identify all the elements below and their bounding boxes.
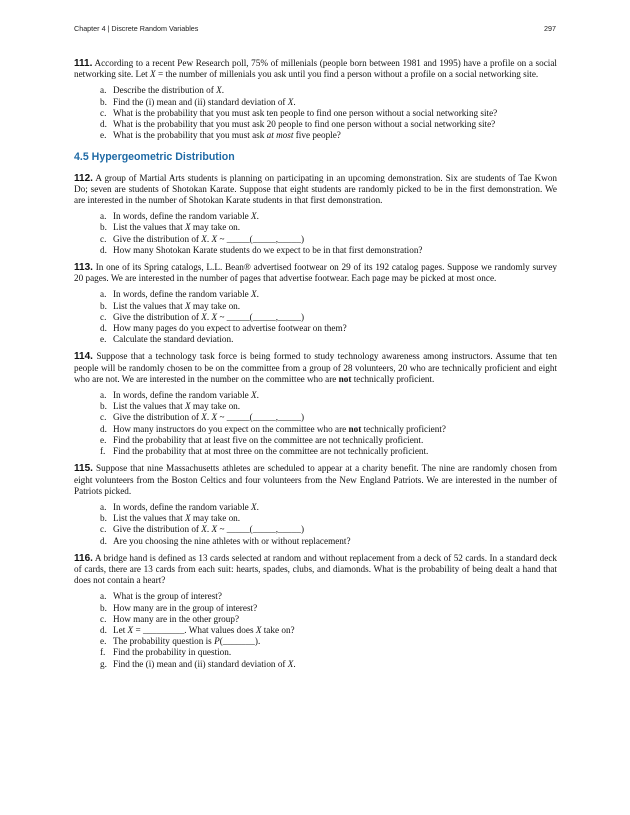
- item-text: may take on.: [190, 513, 241, 524]
- exercise-prompt: [74, 553, 557, 587]
- exercise-115: [74, 463, 557, 546]
- item-text: In words, define the random variable: [113, 390, 252, 401]
- item-marker: c.: [100, 107, 107, 118]
- item-text: .: [206, 524, 212, 535]
- variable: X: [201, 311, 207, 322]
- prompt-text: Suppose that a technology task force is being formed to study technology awareness among instructors. Assume that ten people will be randomly chosen to be on the committee from a group of 28 volunteers, 20 who are technically proficient and eight who are not. We are interested in the number on the committee who are: [74, 351, 558, 384]
- item-marker: a.: [100, 501, 107, 512]
- question-item: [100, 245, 557, 256]
- exercise-prompt: [74, 58, 557, 80]
- question-item: [100, 108, 557, 119]
- item-text: Give the distribution of: [113, 233, 202, 244]
- item-text: .: [206, 311, 212, 322]
- item-marker: e.: [100, 130, 107, 141]
- prompt-text: = the number of millenials you ask until you find a person without a profile on a social networking site.: [155, 69, 539, 80]
- item-marker: a.: [100, 591, 107, 602]
- item-text: List the values that: [113, 300, 185, 311]
- item-marker: b.: [100, 602, 107, 613]
- item-text: Give the distribution of: [113, 524, 202, 535]
- section-heading: 4.5 Hypergeometric Distribution: [74, 151, 235, 164]
- item-text: In words, define the random variable: [113, 211, 252, 222]
- item-text: may take on.: [190, 401, 241, 412]
- variable: X: [251, 211, 257, 222]
- item-text: Calculate the standard deviation.: [113, 334, 234, 345]
- variable: X: [251, 390, 257, 401]
- variable: X: [184, 222, 191, 233]
- exercise-111: [74, 58, 557, 141]
- variable: X: [150, 69, 156, 80]
- item-text: ~ _____(_____,_____): [217, 311, 305, 322]
- prompt-text: In one of its Spring catalogs, L.L. Bean® advertised footwear on 29 of its 192 catalog pages. Suppose we randomly survey 20 pages. We are interested in the number of pages that advertise footwear. Each page may be picked at most once.: [74, 262, 557, 284]
- item-marker: a.: [100, 211, 107, 222]
- question-item: [100, 312, 557, 323]
- item-marker: d.: [100, 624, 107, 635]
- item-text: Find the (i) mean and (ii) standard deviation of: [113, 658, 288, 669]
- item-marker: b.: [100, 401, 107, 412]
- variable: X: [211, 412, 218, 423]
- item-marker: e.: [100, 434, 107, 445]
- question-item: [100, 625, 557, 636]
- exercise-114: [74, 351, 557, 457]
- item-text: .: [206, 412, 212, 423]
- emphasis: at most: [266, 130, 294, 141]
- variable: X: [211, 524, 218, 535]
- item-text: ~ _____(_____,_____): [217, 233, 305, 244]
- item-text: may take on.: [190, 222, 241, 233]
- exercise-number: 115.: [74, 463, 93, 475]
- item-marker: d.: [100, 119, 107, 130]
- exercise-number: 116.: [74, 552, 93, 564]
- item-text: five people?: [293, 130, 341, 141]
- item-marker: b.: [100, 300, 107, 311]
- question-item: [100, 211, 557, 222]
- question-list: [74, 591, 557, 669]
- emphasis: not: [348, 423, 362, 434]
- item-text: Let: [113, 624, 128, 635]
- question-item: [100, 636, 557, 647]
- question-item: [100, 334, 557, 345]
- item-text: Find the (i) mean and (ii) standard deviation of: [113, 96, 288, 107]
- variable: X: [201, 412, 207, 423]
- variable: X: [184, 513, 191, 524]
- item-text: = _________. What values does: [133, 624, 256, 635]
- item-marker: d.: [100, 323, 107, 334]
- question-item: [100, 502, 557, 513]
- variable: X: [127, 624, 134, 635]
- variable: X: [201, 524, 207, 535]
- item-text: Are you choosing the nine athletes with or without replacement?: [113, 535, 351, 546]
- question-list: [74, 85, 557, 141]
- question-list: [74, 211, 557, 256]
- prompt-text: A group of Martial Arts students is planning on participating in an upcoming demonstration. Six are students of Tae Kwon Do; seven are students of Shotokan Karate. Suppose that eight students are randomly picked to be in the first demonstration. We are interested in the number of Shotokan Karate students in that first demonstration.: [74, 172, 558, 206]
- exercise-number: 113.: [74, 262, 93, 274]
- item-marker: b.: [100, 222, 107, 233]
- item-marker: a.: [100, 390, 107, 401]
- item-text: What is the group of interest?: [113, 591, 222, 602]
- variable: X: [184, 300, 191, 311]
- item-marker: c.: [100, 233, 107, 244]
- exercise-prompt: [74, 173, 557, 207]
- exercise-prompt: [74, 463, 557, 497]
- chapter-title: Chapter 4 | Discrete Random Variables: [74, 24, 199, 33]
- item-text: List the values that: [113, 222, 185, 233]
- exercise-content: [74, 58, 557, 676]
- item-marker: d.: [100, 423, 107, 434]
- item-marker: a.: [100, 289, 107, 300]
- item-text: take on?: [261, 624, 295, 635]
- variable: X: [251, 289, 257, 300]
- prompt-text: technically proficient.: [351, 373, 435, 384]
- exercise-number: 114.: [74, 351, 93, 363]
- exercise-113: [74, 262, 557, 345]
- variable: X: [184, 401, 191, 412]
- question-item: [100, 591, 557, 602]
- item-text: In words, define the random variable: [113, 289, 252, 300]
- item-text: How many are in the other group?: [113, 613, 240, 624]
- variable: X: [287, 96, 294, 107]
- item-text: .: [256, 390, 259, 401]
- question-item: [100, 659, 557, 670]
- question-item: [100, 401, 557, 412]
- item-marker: b.: [100, 513, 107, 524]
- question-list: [74, 289, 557, 345]
- item-text: Describe the distribution of: [113, 85, 217, 96]
- exercise-116: [74, 553, 557, 670]
- question-item: [100, 424, 557, 435]
- question-item: [100, 323, 557, 334]
- running-header: [74, 24, 556, 36]
- variable: P: [214, 636, 220, 647]
- question-item: [100, 222, 557, 233]
- item-text: .: [256, 501, 259, 512]
- item-text: may take on.: [190, 300, 241, 311]
- item-text: How many Shotokan Karate students do we expect to be in that first demonstration?: [113, 244, 423, 255]
- prompt-text: Suppose that nine Massachusetts athletes are scheduled to appear at a charity benefit. The nine are randomly chosen from eight volunteers from the Boston Celtics and four volunteers from the New England Patriots. We are interested in the number of Patriots picked.: [74, 463, 558, 496]
- exercise-number: 112.: [74, 172, 93, 184]
- item-text: .: [293, 658, 296, 669]
- item-text: ~ _____(_____,_____): [217, 524, 305, 535]
- prompt-text: A bridge hand is defined as 13 cards selected at random and without replacement from a deck of 52 cards. In a standard deck of cards, there are 13 cards from each suit: hearts, spades, clubs, and diamonds. What is the probability of being dealt a hand that does not contain a heart?: [74, 552, 558, 586]
- item-text: .: [293, 96, 296, 107]
- item-marker: d.: [100, 535, 107, 546]
- question-list: [74, 502, 557, 547]
- variable: X: [251, 501, 257, 512]
- item-marker: c.: [100, 311, 107, 322]
- question-item: [100, 412, 557, 423]
- exercise-prompt: [74, 262, 557, 284]
- item-text: What is the probability that you must ask 20 people to find one person without a social networking site?: [113, 119, 496, 130]
- question-item: [100, 435, 557, 446]
- exercise-number: 111.: [74, 58, 93, 69]
- item-marker: f.: [100, 446, 106, 457]
- variable: X: [216, 85, 222, 96]
- item-text: .: [256, 289, 259, 300]
- question-item: [100, 130, 557, 141]
- item-text: Give the distribution of: [113, 412, 202, 423]
- item-text: In words, define the random variable: [113, 501, 252, 512]
- item-marker: c.: [100, 613, 107, 624]
- exercise-prompt: [74, 351, 557, 385]
- item-text: How many pages do you expect to advertise footwear on them?: [113, 323, 347, 334]
- variable: X: [201, 233, 207, 244]
- question-item: [100, 85, 557, 96]
- variable: X: [255, 624, 262, 635]
- item-marker: e.: [100, 334, 107, 345]
- variable: X: [287, 658, 294, 669]
- question-item: [100, 289, 557, 300]
- item-text: Find the probability that at least five on the committee are not technically proficient.: [113, 434, 424, 445]
- variable: X: [211, 311, 218, 322]
- item-text: .: [206, 233, 212, 244]
- question-item: [100, 513, 557, 524]
- item-marker: d.: [100, 244, 107, 255]
- item-text: What is the probability that you must ask ten people to find one person without a social networking site?: [113, 107, 498, 118]
- question-item: [100, 390, 557, 401]
- emphasis: not: [338, 373, 352, 384]
- question-item: [100, 446, 557, 457]
- item-text: How many are in the group of interest?: [113, 602, 258, 613]
- question-item: [100, 603, 557, 614]
- question-item: [100, 524, 557, 535]
- question-item: [100, 647, 557, 658]
- item-marker: a.: [100, 85, 107, 96]
- item-text: technically proficient?: [361, 423, 446, 434]
- item-text: List the values that: [113, 401, 185, 412]
- item-marker: e.: [100, 636, 107, 647]
- question-item: [100, 234, 557, 245]
- item-text: .: [221, 85, 225, 96]
- item-text: Find the probability that at most three on the committee are not technically proficient.: [113, 446, 429, 457]
- item-text: Find the probability in question.: [113, 647, 232, 658]
- item-marker: f.: [100, 647, 106, 658]
- question-item: [100, 536, 557, 547]
- page-number: 297: [544, 24, 556, 33]
- item-text: ~ _____(_____,_____): [217, 412, 305, 423]
- item-text: (_______).: [219, 636, 261, 647]
- item-marker: b.: [100, 96, 107, 107]
- item-text: What is the probability that you must ask: [113, 130, 267, 141]
- question-list: [74, 390, 557, 457]
- item-text: How many instructors do you expect on the committee who are: [113, 423, 349, 434]
- item-marker: g.: [100, 658, 107, 669]
- item-text: Give the distribution of: [113, 311, 202, 322]
- item-text: The probability question is: [113, 636, 215, 647]
- prompt-text: According to a recent Pew Research poll, 75% of millenials (people born between 1981 and 1995) have a profile on a social networking site. Let: [74, 58, 557, 80]
- question-item: [100, 301, 557, 312]
- question-item: [100, 614, 557, 625]
- exercise-112: [74, 173, 557, 256]
- item-text: .: [256, 211, 259, 222]
- item-marker: c.: [100, 524, 107, 535]
- question-item: [100, 119, 557, 130]
- variable: X: [211, 233, 218, 244]
- item-marker: c.: [100, 412, 107, 423]
- item-text: List the values that: [113, 513, 185, 524]
- question-item: [100, 97, 557, 108]
